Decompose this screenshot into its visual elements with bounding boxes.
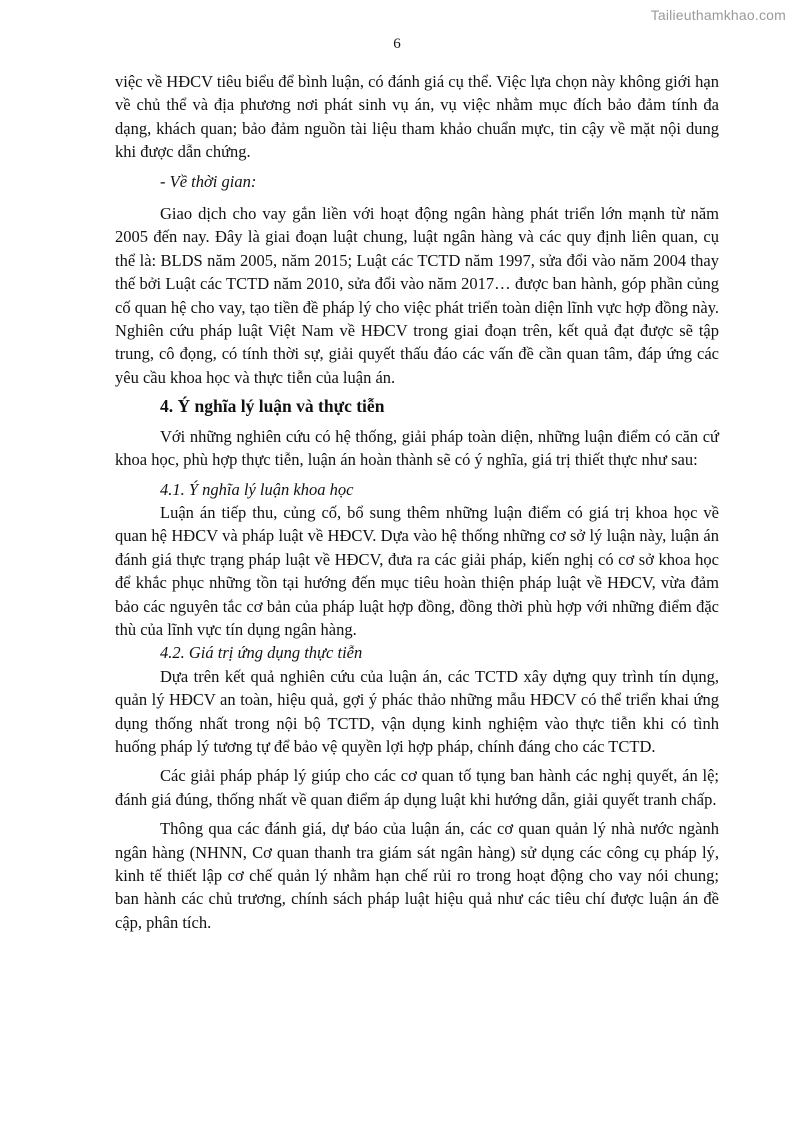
paragraph-scope-continued: việc về HĐCV tiêu biểu để bình luận, có đánh giá cụ thể. Việc lựa chọn này không giới hạn về chủ thể và địa phương nơi phát sinh vụ án, vụ việc nhằm mục đích bảo đảm tính đa dạng, khách quan; bảo đảm nguồn tài liệu tham khảo chuẩn mực, tin cậy về mặt nội dung khi được dẫn chứng.	[115, 72, 719, 162]
paragraph-significance-intro: Với những nghiên cứu có hệ thống, giải pháp toàn diện, những luận điểm có căn cứ khoa học, phù hợp thực tiễn, luận án hoàn thành sẽ có ý nghĩa, giá trị thiết thực như sau:	[115, 426, 719, 470]
subheading-4-1: 4.1. Ý nghĩa lý luận khoa học	[160, 479, 354, 499]
paragraph-practical-value-tctd: Dựa trên kết quả nghiên cứu của luận án, các TCTD xây dựng quy trình tín dụng, quản lý HĐCV an toàn, hiệu quả, gợi ý phác thảo những mẫu HĐCV có thể triển khai ứng dụng thống nhất trong nội bộ TCTD, vận dụng kinh nghiệm vào thực tiễn khi có tình huống pháp lý tương tự để bảo vệ quyền lợi hợp pháp, chính đáng cho các TCTD.	[115, 666, 719, 756]
paragraph-theoretical-significance: Luận án tiếp thu, củng cố, bổ sung thêm những luận điểm có giá trị khoa học về quan hệ HĐCV và pháp luật về HĐCV. Dựa vào hệ thống những cơ sở lý luận này, luận án đánh giá thực trạng pháp luật về HĐCV, đưa ra các giải pháp, kiến nghị có cơ sở khoa học để khắc phục những tồn tại hướng đến mục tiêu hoàn thiện pháp luật về HĐCV, vừa đảm bảo các nguyên tắc cơ bản của pháp luật hợp đồng, đồng thời phù hợp với những điểm đặc thù của lĩnh vực tín dụng ngân hàng.	[115, 502, 719, 639]
document-body	[115, 70, 719, 934]
page-number: 6	[393, 36, 401, 52]
paragraph-practical-value-regulators: Thông qua các đánh giá, dự báo của luận án, các cơ quan quản lý nhà nước ngành ngân hàng (NHNN, Cơ quan thanh tra giám sát ngân hàng) sử dụng các công cụ pháp lý, kinh tế thiết lập cơ chế quản lý nhằm hạn chế rủi ro trong hoạt động cho vay nói chung; ban hành các chủ trương, chính sách pháp luật hiệu quả như các tiêu chí được luận án đề cập, phân tích.	[115, 819, 719, 932]
paragraph-time-scope: Giao dịch cho vay gắn liền với hoạt động ngân hàng phát triển lớn mạnh từ năm 2005 đến nay. Đây là giai đoạn luật chung, luật ngân hàng và các quy định liên quan, cụ thể là: BLDS năm 2005, năm 2015; Luật các TCTD năm 1997, sửa đổi vào năm 2004 thay thế bởi Luật các TCTD năm 2010, sửa đổi vào năm 2017… được ban hành, góp phần củng cố quan hệ cho vay, tạo tiền đề pháp lý cho việc phát triển toàn diện lĩnh vực hợp đồng này. Nghiên cứu pháp luật Việt Nam về HĐCV trong giai đoạn trên, kết quả đạt được sẽ tập trung, cô đọng, có tính thời sự, giải quyết thấu đáo các vấn đề cần quan tâm, đáp ứng các yêu cầu khoa học và thực tiễn của luận án.	[115, 204, 719, 387]
watermark: Tailieuthamkhao.com	[650, 7, 786, 23]
section-heading-4: 4. Ý nghĩa lý luận và thực tiễn	[160, 396, 385, 417]
paragraph-practical-value-courts: Các giải pháp pháp lý giúp cho các cơ quan tố tụng ban hành các nghị quyết, án lệ; đánh giá đúng, thống nhất về quan điểm áp dụng luật khi hướng dẫn, giải quyết tranh chấp.	[115, 766, 719, 809]
subheading-4-2: 4.2. Giá trị ứng dụng thực tiễn	[160, 643, 363, 663]
time-scope-label: - Về thời gian:	[160, 171, 257, 191]
